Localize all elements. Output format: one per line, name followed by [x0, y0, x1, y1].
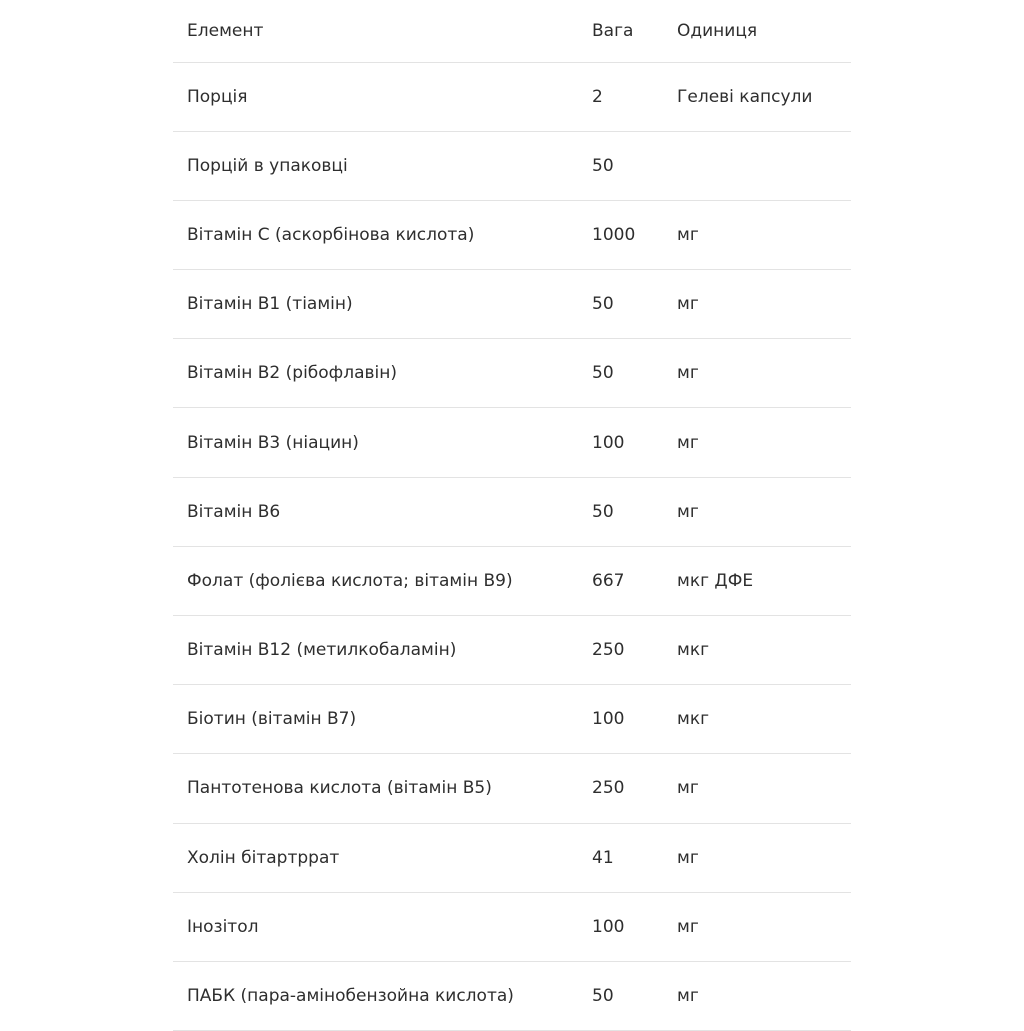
cell-weight: 50: [579, 986, 670, 1006]
cell-weight: 250: [579, 640, 670, 660]
table-row: [173, 893, 851, 962]
cell-weight: 2: [579, 87, 670, 107]
cell-unit: мг: [670, 778, 851, 798]
table-row: [173, 339, 851, 408]
cell-element: Біотин (вітамін В7): [173, 709, 579, 729]
cell-element: Вітамін С (аскорбінова кислота): [173, 225, 579, 245]
cell-element: Інозітол: [173, 917, 579, 937]
header-weight: Вага: [579, 21, 670, 41]
cell-element: Порція: [173, 87, 579, 107]
nutrition-table: [173, 0, 851, 1031]
cell-unit: мг: [670, 363, 851, 383]
cell-unit: мкг ДФЕ: [670, 571, 851, 591]
cell-unit: мг: [670, 225, 851, 245]
cell-element: Вітамін В6: [173, 502, 579, 522]
table-header-row: [173, 0, 851, 63]
cell-weight: 667: [579, 571, 670, 591]
table-row: [173, 201, 851, 270]
table-row: [173, 616, 851, 685]
cell-weight: 1000: [579, 225, 670, 245]
cell-unit: мкг: [670, 640, 851, 660]
table-row: [173, 478, 851, 547]
table-row: [173, 685, 851, 754]
cell-unit: мг: [670, 917, 851, 937]
table-row: [173, 270, 851, 339]
cell-unit: мг: [670, 294, 851, 314]
cell-weight: 100: [579, 433, 670, 453]
cell-unit: мкг: [670, 709, 851, 729]
cell-weight: 250: [579, 778, 670, 798]
cell-element: ПАБК (пара-амінобензойна кислота): [173, 986, 579, 1006]
cell-element: Пантотенова кислота (вітамін В5): [173, 778, 579, 798]
cell-element: Фолат (фолієва кислота; вітамін В9): [173, 571, 579, 591]
table-row: [173, 754, 851, 823]
cell-element: Холін бітартррат: [173, 848, 579, 868]
cell-weight: 100: [579, 709, 670, 729]
cell-element: Вітамін В1 (тіамін): [173, 294, 579, 314]
header-element: Елемент: [173, 21, 579, 41]
cell-unit: мг: [670, 848, 851, 868]
cell-unit: мг: [670, 502, 851, 522]
cell-element: Вітамін В3 (ніацин): [173, 433, 579, 453]
cell-weight: 50: [579, 156, 670, 176]
cell-element: Вітамін В12 (метилкобаламін): [173, 640, 579, 660]
cell-unit: мг: [670, 433, 851, 453]
table-row: [173, 547, 851, 616]
table-body: [173, 63, 851, 1031]
cell-weight: 100: [579, 917, 670, 937]
cell-element: Вітамін В2 (рібофлавін): [173, 363, 579, 383]
table-row: [173, 63, 851, 132]
table-row: [173, 132, 851, 201]
cell-unit: мг: [670, 986, 851, 1006]
table-row: [173, 962, 851, 1031]
cell-weight: 50: [579, 294, 670, 314]
cell-weight: 50: [579, 502, 670, 522]
table-row: [173, 824, 851, 893]
cell-weight: 50: [579, 363, 670, 383]
table-row: [173, 408, 851, 477]
cell-unit: Гелеві капсули: [670, 87, 851, 107]
cell-weight: 41: [579, 848, 670, 868]
header-unit: Одиниця: [670, 21, 851, 41]
cell-element: Порцій в упаковці: [173, 156, 579, 176]
